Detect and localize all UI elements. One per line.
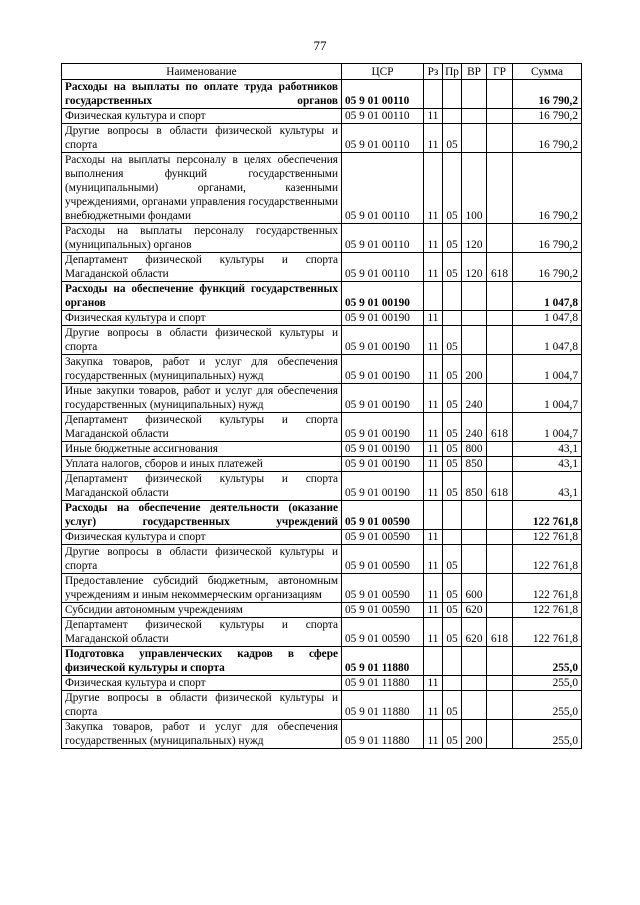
cell-gr bbox=[487, 355, 513, 384]
cell-pr: 05 bbox=[443, 442, 462, 457]
cell-sum: 122 761,8 bbox=[513, 545, 582, 574]
cell-pr bbox=[443, 109, 462, 124]
cell-rz: 11 bbox=[424, 253, 443, 282]
table-row bbox=[62, 501, 582, 530]
cell-rz bbox=[424, 647, 443, 676]
cell-vr bbox=[462, 282, 487, 311]
cell-vr bbox=[462, 80, 487, 109]
cell-gr bbox=[487, 384, 513, 413]
budget-table bbox=[61, 63, 582, 749]
cell-vr bbox=[462, 530, 487, 545]
cell-gr bbox=[487, 530, 513, 545]
cell-name: Субсидии автономным учреждениям bbox=[62, 603, 342, 618]
cell-csr: 05 9 01 00590 bbox=[342, 574, 424, 603]
cell-pr: 05 bbox=[443, 574, 462, 603]
cell-vr bbox=[462, 311, 487, 326]
table-row bbox=[62, 676, 582, 691]
cell-rz: 11 bbox=[424, 457, 443, 472]
cell-sum: 16 790,2 bbox=[513, 124, 582, 153]
cell-name: Другие вопросы в области физической культуры и спорта bbox=[62, 326, 342, 355]
cell-vr bbox=[462, 501, 487, 530]
cell-sum: 122 761,8 bbox=[513, 574, 582, 603]
cell-sum: 1 047,8 bbox=[513, 311, 582, 326]
table-row bbox=[62, 326, 582, 355]
cell-rz bbox=[424, 501, 443, 530]
cell-csr: 05 9 01 00590 bbox=[342, 618, 424, 647]
cell-name: Расходы на обеспечение функций государственных органов bbox=[62, 282, 342, 311]
cell-name: Расходы на выплаты персоналу государственных (муниципальных) органов bbox=[62, 224, 342, 253]
cell-pr: 05 bbox=[443, 457, 462, 472]
cell-gr bbox=[487, 720, 513, 749]
cell-name: Расходы на обеспечение деятельности (оказание услуг) государственных учреждений bbox=[62, 501, 342, 530]
cell-csr: 05 9 01 00110 bbox=[342, 224, 424, 253]
cell-gr bbox=[487, 153, 513, 224]
cell-sum: 122 761,8 bbox=[513, 618, 582, 647]
cell-vr: 600 bbox=[462, 574, 487, 603]
cell-vr: 800 bbox=[462, 442, 487, 457]
header-vr: ВР bbox=[462, 64, 487, 80]
cell-pr: 05 bbox=[443, 384, 462, 413]
cell-rz: 11 bbox=[424, 311, 443, 326]
cell-rz: 11 bbox=[424, 574, 443, 603]
cell-sum: 255,0 bbox=[513, 676, 582, 691]
table-row bbox=[62, 691, 582, 720]
cell-vr bbox=[462, 545, 487, 574]
header-csr: ЦСР bbox=[342, 64, 424, 80]
cell-vr bbox=[462, 647, 487, 676]
cell-csr: 05 9 01 00190 bbox=[342, 472, 424, 501]
table-row bbox=[62, 457, 582, 472]
cell-sum: 255,0 bbox=[513, 647, 582, 676]
table-row bbox=[62, 355, 582, 384]
cell-name: Расходы на выплаты по оплате труда работников государственных органов bbox=[62, 80, 342, 109]
cell-csr: 05 9 01 00590 bbox=[342, 545, 424, 574]
cell-name: Расходы на выплаты персоналу в целях обеспечения выполнения функций государственными (муниципальными) органами, казенными учреждениями, органами управления государственными внебюджетными фондами bbox=[62, 153, 342, 224]
cell-sum: 43,1 bbox=[513, 457, 582, 472]
table-row bbox=[62, 472, 582, 501]
cell-pr: 05 bbox=[443, 326, 462, 355]
cell-sum: 255,0 bbox=[513, 720, 582, 749]
cell-rz: 11 bbox=[424, 153, 443, 224]
table-row bbox=[62, 574, 582, 603]
cell-pr: 05 bbox=[443, 224, 462, 253]
cell-pr: 05 bbox=[443, 603, 462, 618]
cell-csr: 05 9 01 00110 bbox=[342, 253, 424, 282]
cell-name: Уплата налогов, сборов и иных платежей bbox=[62, 457, 342, 472]
cell-name: Физическая культура и спорт bbox=[62, 530, 342, 545]
cell-pr: 05 bbox=[443, 253, 462, 282]
cell-gr bbox=[487, 647, 513, 676]
cell-vr: 620 bbox=[462, 618, 487, 647]
cell-name: Иные бюджетные ассигнования bbox=[62, 442, 342, 457]
cell-csr: 05 9 01 00110 bbox=[342, 124, 424, 153]
cell-rz: 11 bbox=[424, 109, 443, 124]
cell-sum: 43,1 bbox=[513, 472, 582, 501]
cell-sum: 255,0 bbox=[513, 691, 582, 720]
cell-name: Другие вопросы в области физической культуры и спорта bbox=[62, 691, 342, 720]
cell-vr: 100 bbox=[462, 153, 487, 224]
cell-rz: 11 bbox=[424, 530, 443, 545]
cell-csr: 05 9 01 00110 bbox=[342, 109, 424, 124]
cell-gr bbox=[487, 574, 513, 603]
cell-csr: 05 9 01 00190 bbox=[342, 442, 424, 457]
cell-name: Департамент физической культуры и спорта Магаданской области bbox=[62, 472, 342, 501]
table-row bbox=[62, 282, 582, 311]
table-row bbox=[62, 545, 582, 574]
page-number: 77 bbox=[313, 38, 327, 53]
cell-vr: 850 bbox=[462, 457, 487, 472]
table-row bbox=[62, 311, 582, 326]
cell-vr: 200 bbox=[462, 355, 487, 384]
cell-csr: 05 9 01 00190 bbox=[342, 326, 424, 355]
cell-name: Другие вопросы в области физической культуры и спорта bbox=[62, 124, 342, 153]
cell-rz: 11 bbox=[424, 355, 443, 384]
table-row bbox=[62, 647, 582, 676]
cell-rz: 11 bbox=[424, 720, 443, 749]
header-name: Наименование bbox=[62, 64, 342, 80]
cell-name: Подготовка управленческих кадров в сфере физической культуры и спорта bbox=[62, 647, 342, 676]
cell-rz: 11 bbox=[424, 224, 443, 253]
cell-rz: 11 bbox=[424, 603, 443, 618]
cell-gr bbox=[487, 457, 513, 472]
cell-name: Департамент физической культуры и спорта Магаданской области bbox=[62, 253, 342, 282]
cell-name: Департамент физической культуры и спорта Магаданской области bbox=[62, 618, 342, 647]
cell-pr: 05 bbox=[443, 720, 462, 749]
header-gr: ГР bbox=[487, 64, 513, 80]
table-row bbox=[62, 80, 582, 109]
cell-name: Закупка товаров, работ и услуг для обеспечения государственных (муниципальных) нужд bbox=[62, 720, 342, 749]
cell-sum: 16 790,2 bbox=[513, 80, 582, 109]
cell-sum: 16 790,2 bbox=[513, 224, 582, 253]
cell-pr bbox=[443, 80, 462, 109]
cell-vr: 240 bbox=[462, 384, 487, 413]
cell-sum: 122 761,8 bbox=[513, 530, 582, 545]
cell-name: Предоставление субсидий бюджетным, автономным учреждениям и иным некоммерческим организациям bbox=[62, 574, 342, 603]
table-row bbox=[62, 124, 582, 153]
cell-gr bbox=[487, 282, 513, 311]
cell-name: Департамент физической культуры и спорта Магаданской области bbox=[62, 413, 342, 442]
cell-pr: 05 bbox=[443, 472, 462, 501]
cell-csr: 05 9 01 00190 bbox=[342, 384, 424, 413]
table-header-row bbox=[62, 64, 582, 80]
table-body bbox=[62, 80, 582, 749]
cell-vr: 120 bbox=[462, 224, 487, 253]
cell-csr: 05 9 01 00190 bbox=[342, 311, 424, 326]
cell-vr: 620 bbox=[462, 603, 487, 618]
cell-csr: 05 9 01 00190 bbox=[342, 413, 424, 442]
cell-csr: 05 9 01 00190 bbox=[342, 282, 424, 311]
cell-sum: 122 761,8 bbox=[513, 603, 582, 618]
cell-name: Физическая культура и спорт bbox=[62, 109, 342, 124]
table-row bbox=[62, 618, 582, 647]
cell-sum: 16 790,2 bbox=[513, 153, 582, 224]
cell-rz: 11 bbox=[424, 442, 443, 457]
cell-rz: 11 bbox=[424, 472, 443, 501]
cell-vr: 120 bbox=[462, 253, 487, 282]
cell-gr bbox=[487, 124, 513, 153]
cell-sum: 16 790,2 bbox=[513, 253, 582, 282]
cell-vr: 200 bbox=[462, 720, 487, 749]
cell-csr: 05 9 01 00590 bbox=[342, 603, 424, 618]
cell-csr: 05 9 01 00190 bbox=[342, 355, 424, 384]
header-sum: Сумма bbox=[513, 64, 582, 80]
cell-pr bbox=[443, 311, 462, 326]
cell-pr: 05 bbox=[443, 413, 462, 442]
cell-csr: 05 9 01 00110 bbox=[342, 80, 424, 109]
cell-vr bbox=[462, 676, 487, 691]
cell-name: Физическая культура и спорт bbox=[62, 676, 342, 691]
cell-gr bbox=[487, 676, 513, 691]
cell-name: Физическая культура и спорт bbox=[62, 311, 342, 326]
cell-gr: 618 bbox=[487, 618, 513, 647]
cell-name: Иные закупки товаров, работ и услуг для обеспечения государственных (муниципальных) нужд bbox=[62, 384, 342, 413]
cell-rz: 11 bbox=[424, 384, 443, 413]
cell-rz bbox=[424, 282, 443, 311]
cell-csr: 05 9 01 11880 bbox=[342, 676, 424, 691]
cell-rz: 11 bbox=[424, 326, 443, 355]
cell-pr bbox=[443, 676, 462, 691]
cell-sum: 16 790,2 bbox=[513, 109, 582, 124]
cell-rz: 11 bbox=[424, 691, 443, 720]
cell-name: Закупка товаров, работ и услуг для обеспечения государственных (муниципальных) нужд bbox=[62, 355, 342, 384]
cell-rz: 11 bbox=[424, 545, 443, 574]
cell-vr: 240 bbox=[462, 413, 487, 442]
cell-name: Другие вопросы в области физической культуры и спорта bbox=[62, 545, 342, 574]
cell-csr: 05 9 01 00110 bbox=[342, 153, 424, 224]
header-pr: Пр bbox=[443, 64, 462, 80]
cell-csr: 05 9 01 11880 bbox=[342, 720, 424, 749]
cell-csr: 05 9 01 00590 bbox=[342, 501, 424, 530]
cell-pr bbox=[443, 501, 462, 530]
cell-gr bbox=[487, 311, 513, 326]
cell-gr bbox=[487, 501, 513, 530]
table-row bbox=[62, 603, 582, 618]
cell-gr bbox=[487, 326, 513, 355]
table-row bbox=[62, 720, 582, 749]
table-row bbox=[62, 384, 582, 413]
cell-pr: 05 bbox=[443, 124, 462, 153]
cell-gr bbox=[487, 691, 513, 720]
table-row bbox=[62, 530, 582, 545]
cell-gr bbox=[487, 545, 513, 574]
cell-sum: 1 047,8 bbox=[513, 282, 582, 311]
table-row bbox=[62, 253, 582, 282]
cell-gr bbox=[487, 80, 513, 109]
cell-gr bbox=[487, 442, 513, 457]
cell-csr: 05 9 01 11880 bbox=[342, 647, 424, 676]
cell-vr bbox=[462, 124, 487, 153]
table-row bbox=[62, 153, 582, 224]
cell-rz: 11 bbox=[424, 618, 443, 647]
cell-vr bbox=[462, 326, 487, 355]
cell-sum: 1 047,8 bbox=[513, 326, 582, 355]
cell-gr bbox=[487, 603, 513, 618]
cell-pr bbox=[443, 647, 462, 676]
table-row bbox=[62, 413, 582, 442]
cell-gr: 618 bbox=[487, 472, 513, 501]
cell-pr bbox=[443, 282, 462, 311]
cell-sum: 1 004,7 bbox=[513, 355, 582, 384]
cell-gr bbox=[487, 109, 513, 124]
cell-gr: 618 bbox=[487, 413, 513, 442]
cell-sum: 43,1 bbox=[513, 442, 582, 457]
cell-gr bbox=[487, 224, 513, 253]
cell-pr bbox=[443, 530, 462, 545]
cell-vr bbox=[462, 109, 487, 124]
cell-pr: 05 bbox=[443, 691, 462, 720]
cell-pr: 05 bbox=[443, 545, 462, 574]
cell-pr: 05 bbox=[443, 355, 462, 384]
cell-sum: 1 004,7 bbox=[513, 413, 582, 442]
table-row bbox=[62, 442, 582, 457]
table-row bbox=[62, 224, 582, 253]
cell-csr: 05 9 01 00590 bbox=[342, 530, 424, 545]
cell-gr: 618 bbox=[487, 253, 513, 282]
cell-pr: 05 bbox=[443, 618, 462, 647]
cell-rz bbox=[424, 80, 443, 109]
table-row bbox=[62, 109, 582, 124]
cell-csr: 05 9 01 11880 bbox=[342, 691, 424, 720]
cell-rz: 11 bbox=[424, 413, 443, 442]
cell-rz: 11 bbox=[424, 676, 443, 691]
cell-vr bbox=[462, 691, 487, 720]
cell-sum: 122 761,8 bbox=[513, 501, 582, 530]
cell-csr: 05 9 01 00190 bbox=[342, 457, 424, 472]
header-rz: Рз bbox=[424, 64, 443, 80]
cell-vr: 850 bbox=[462, 472, 487, 501]
cell-pr: 05 bbox=[443, 153, 462, 224]
cell-sum: 1 004,7 bbox=[513, 384, 582, 413]
cell-rz: 11 bbox=[424, 124, 443, 153]
